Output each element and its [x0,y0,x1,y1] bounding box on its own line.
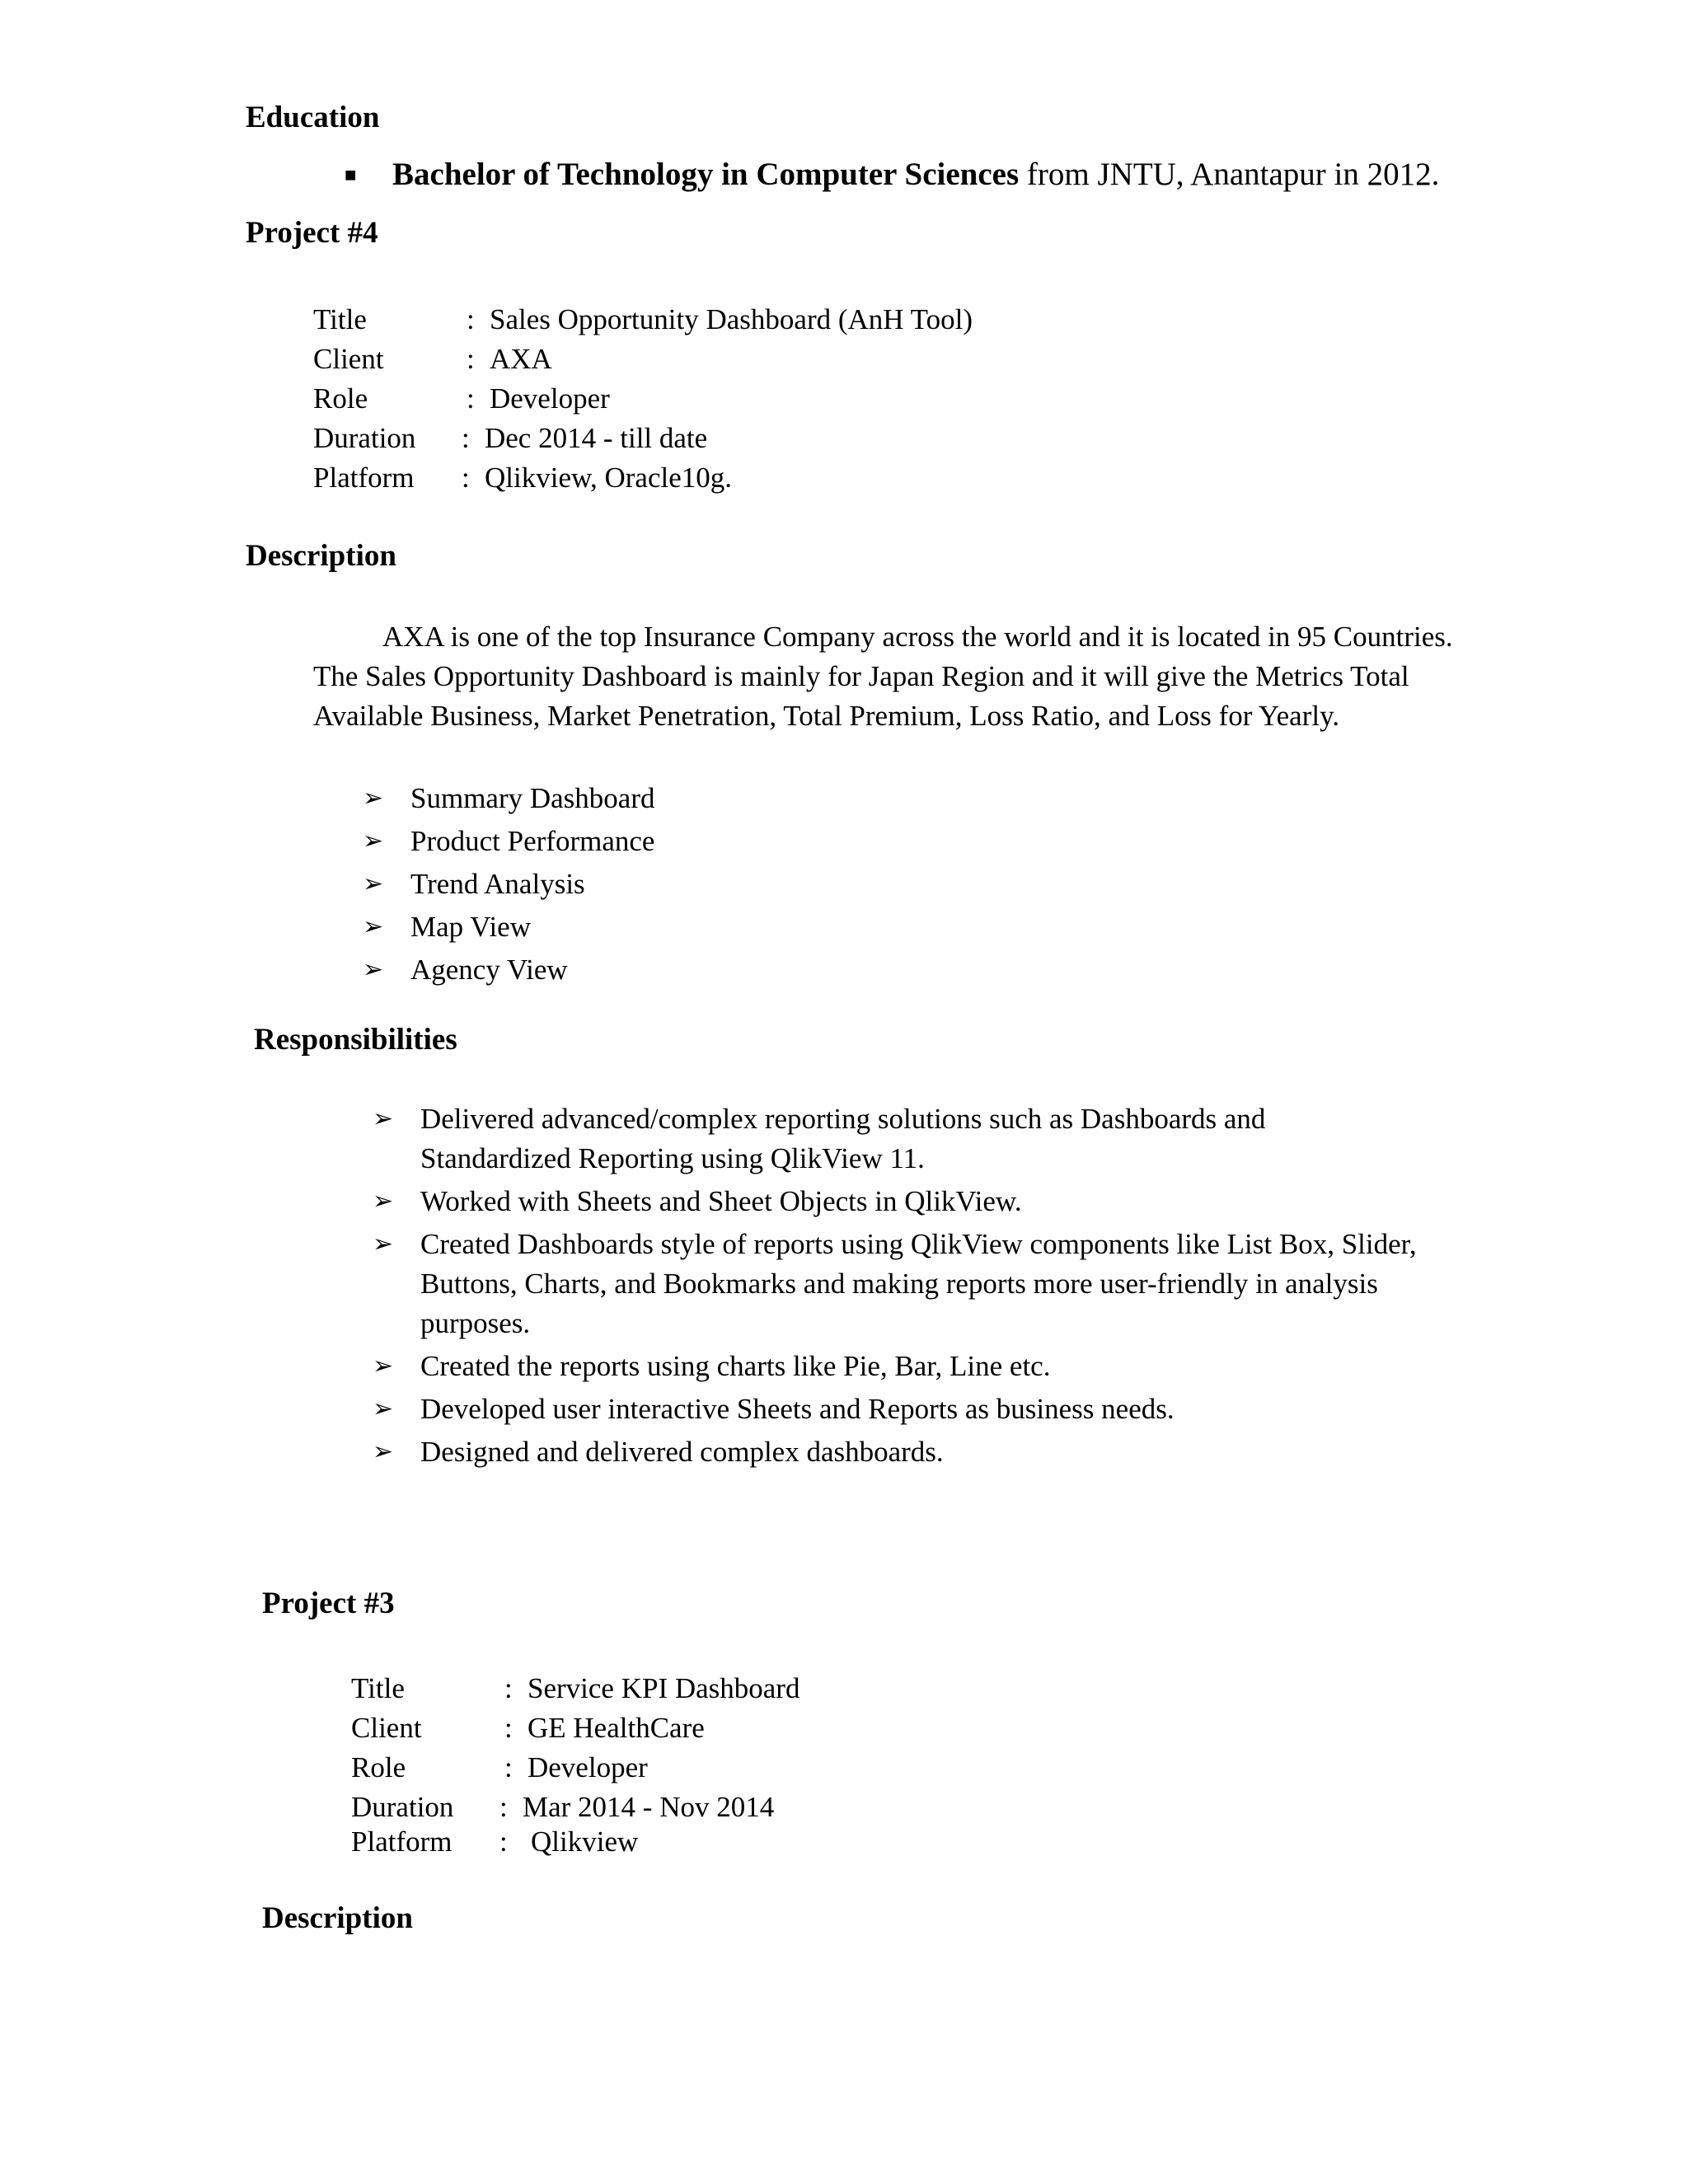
arrow-bullet-icon: ➢ [373,1394,394,1423]
info-key: Role [351,1751,406,1783]
list-item: ➢ Delivered advanced/complex reporting solutions such as Dashboards and Standardized Reporting using QlikView 11. [373,1099,1417,1179]
arrow-bullet-icon: ➢ [373,1437,394,1466]
info-value: AXA [490,343,552,375]
education-degree [392,156,1439,194]
list-item: ➢ Trend Analysis [363,863,654,906]
info-value: Developer [528,1751,648,1783]
list-item: ➢ Summary Dashboard [363,777,654,820]
description-line: Available Business, Market Penetration, Total Premium, Loss Ratio, and Loss for Yearly. [313,700,1340,732]
info-value: Mar 2014 - Nov 2014 [523,1791,775,1823]
description-line: AXA is one of the top Insurance Company across the world and it is located in 95 Countries. [382,621,1453,653]
arrow-bullet-icon: ➢ [373,1352,394,1380]
info-colon: : [467,343,475,375]
info-value: Qlikview [531,1825,639,1858]
description-line: The Sales Opportunity Dashboard is mainly for Japan Region and it will give the Metrics Total [313,660,1409,692]
info-value: Developer [490,382,610,415]
info-colon: : [499,1791,508,1823]
arrow-bullet-icon: ➢ [363,827,384,855]
list-item: ➢ Designed and delivered complex dashboards. [373,1432,1417,1472]
info-key: Title [313,303,367,335]
arrow-bullet-icon: ➢ [363,869,384,898]
project3-heading: Project #3 [262,1586,395,1620]
info-key: Role [313,382,368,415]
info-value: Sales Opportunity Dashboard (AnH Tool) [490,303,973,335]
list-item: ➢ Product Performance [363,820,654,863]
info-key: Client [351,1712,422,1744]
info-key: Duration [313,422,416,454]
list-item: ➢ Created the reports using charts like Pie, Bar, Line etc. [373,1347,1417,1386]
info-value: Qlikview, Oracle10g. [485,462,732,494]
project4-description [313,617,1453,736]
project4-modules-list [363,777,654,991]
info-value: Dec 2014 - till date [485,422,708,454]
project4-description-heading: Description [246,539,396,573]
list-item: ➢ Created Dashboards style of reports using QlikView components like List Box, Slider, Buttons, Charts, and Bookmarks and making reports more user-friendly in analysis purposes. [373,1225,1417,1343]
list-item: ➢ Map View [363,906,654,949]
info-colon: : [499,1825,508,1858]
education-heading: Education [246,101,380,134]
info-colon: : [504,1751,513,1783]
info-key: Duration [351,1791,454,1823]
arrow-bullet-icon: ➢ [373,1187,394,1216]
responsibilities-list [373,1099,1417,1472]
info-colon: : [467,382,475,415]
list-item: ➢ Worked with Sheets and Sheet Objects in QlikView. [373,1182,1417,1221]
arrow-bullet-icon: ➢ [363,784,384,813]
arrow-bullet-icon: ➢ [373,1230,394,1258]
info-colon: : [462,422,470,454]
arrow-bullet-icon: ➢ [373,1104,394,1133]
info-key: Client [313,343,384,375]
info-colon: : [462,462,470,494]
info-colon: : [467,303,475,335]
info-colon: : [504,1712,513,1744]
project3-description-heading: Description [262,1901,413,1935]
info-colon: : [504,1672,513,1704]
info-key: Platform [313,462,415,494]
info-key: Platform [351,1825,452,1858]
arrow-bullet-icon: ➢ [363,955,384,984]
info-key: Title [351,1672,405,1704]
list-item: ➢ Agency View [363,949,654,991]
info-value: Service KPI Dashboard [528,1672,800,1704]
degree-name: Bachelor of Technology in Computer Sciences [392,157,1020,192]
list-item: ➢ Developed user interactive Sheets and Reports as business needs. [373,1390,1417,1429]
info-value: GE HealthCare [528,1712,705,1744]
project4-heading: Project #4 [246,216,378,250]
responsibilities-heading: Responsibilities [254,1023,457,1057]
arrow-bullet-icon: ➢ [363,912,384,941]
square-bullet-icon: ■ [345,165,357,186]
degree-details: from JNTU, Anantapur in 2012. [1019,157,1440,192]
